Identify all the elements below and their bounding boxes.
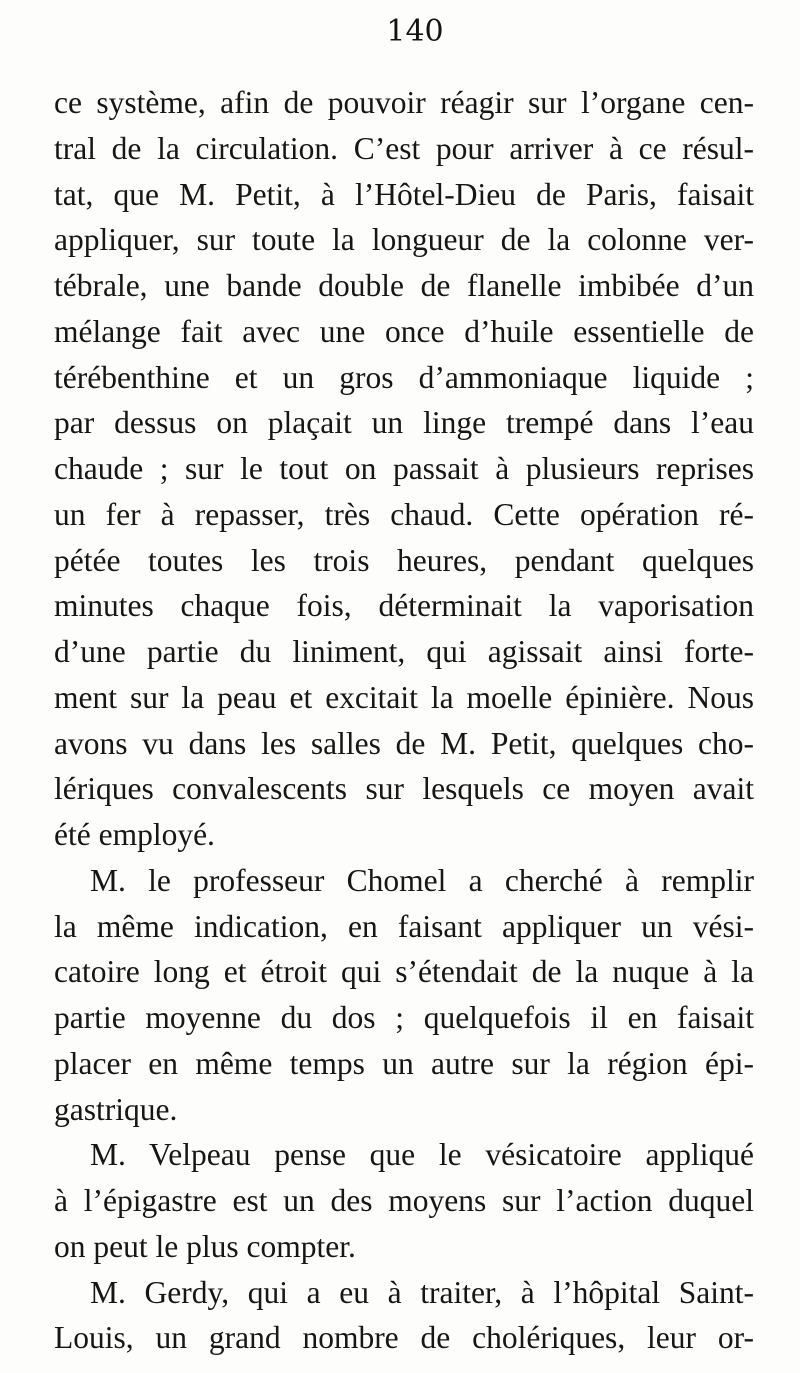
text-line: Louis, un grand nombre de cholériques, leur or- bbox=[54, 1320, 754, 1356]
text-line: appliquer, sur toute la longueur de la colonne ver- bbox=[54, 222, 754, 258]
text-line: on peut le plus compter. bbox=[54, 1228, 356, 1264]
text-line: M. le professeur Chomel a cherché à remplir bbox=[90, 862, 754, 898]
text-line: gastrique. bbox=[54, 1091, 178, 1127]
text-line: par dessus on plaçait un linge trempé dans l’eau bbox=[54, 405, 754, 441]
text-line: la même indication, en faisant appliquer un vési- bbox=[54, 908, 754, 944]
text-line: minutes chaque fois, déterminait la vaporisation bbox=[54, 588, 754, 624]
body-text bbox=[54, 80, 754, 1361]
text-line: M. Gerdy, qui a eu à traiter, à l’hôpital Saint- bbox=[90, 1274, 754, 1310]
text-line: avons vu dans les salles de M. Petit, quelques cho- bbox=[54, 725, 754, 761]
text-line: ce système, afin de pouvoir réagir sur l’organe cen- bbox=[54, 85, 754, 120]
text-line: placer en même temps un autre sur la région épi- bbox=[54, 1045, 754, 1081]
text-line: lériques convalescents sur lesquels ce moyen avait bbox=[54, 771, 754, 807]
text-line: M. Velpeau pense que le vésicatoire appliqué bbox=[90, 1137, 754, 1173]
text-line: un fer à repasser, très chaud. Cette opération ré- bbox=[54, 496, 754, 532]
text-line: été employé. bbox=[54, 817, 215, 852]
text-line: à l’épigastre est un des moyens sur l’action duquel bbox=[54, 1183, 754, 1218]
text-line: tral de la circulation. C’est pour arriver à ce résul- bbox=[54, 130, 754, 166]
page-number: 140 bbox=[386, 14, 444, 49]
text-line: chaude ; sur le tout on passait à plusieurs reprises bbox=[54, 451, 754, 486]
text-line: partie moyenne du dos ; quelquefois il en faisait bbox=[54, 1000, 754, 1035]
text-line: ment sur la peau et excitait la moelle épinière. Nous bbox=[54, 679, 754, 715]
text-line: tébrale, une bande double de flanelle imbibée d’un bbox=[54, 268, 754, 303]
text-line: catoire long et étroit qui s’étendait de la nuque à la bbox=[54, 954, 754, 990]
text-line: térébenthine et un gros d’ammoniaque liquide ; bbox=[54, 359, 754, 395]
text-line: d’une partie du liniment, qui agissait ainsi forte- bbox=[54, 634, 754, 669]
text-line: mélange fait avec une once d’huile essentielle de bbox=[54, 313, 754, 349]
text-line: tat, que M. Petit, à l’Hôtel-Dieu de Paris, faisait bbox=[54, 176, 754, 212]
text-line: pétée toutes les trois heures, pendant quelques bbox=[54, 542, 754, 578]
